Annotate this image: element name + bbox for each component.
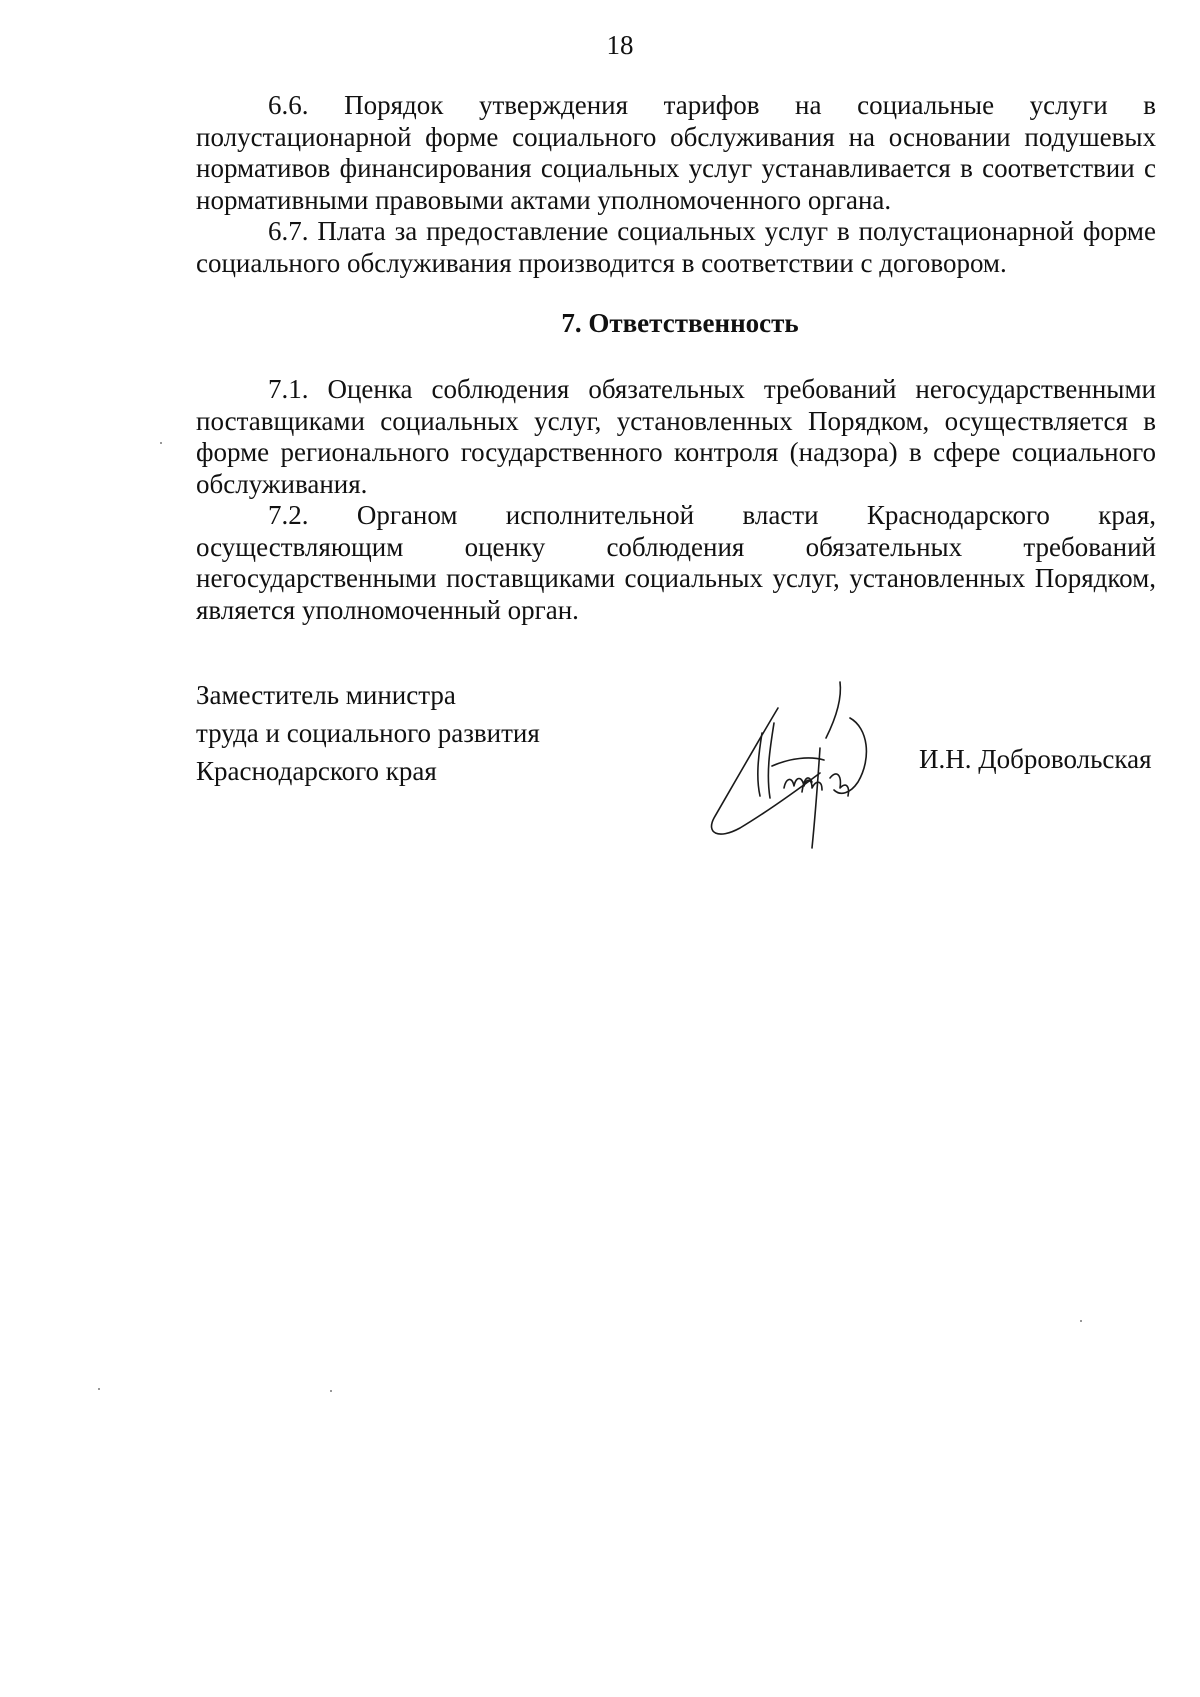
scan-artifact <box>160 442 162 444</box>
signer-name: И.Н. Добровольская <box>919 744 1152 774</box>
page-number: 18 <box>606 30 634 60</box>
position-line: Краснодарского края <box>196 756 437 786</box>
position-line: труда и социального развития <box>196 718 540 748</box>
paragraph-7-1: 7.1. Оценка соблюдения обязательных требований негосударственными поставщиками социальных услуг, установленных Порядком, осуществляется в форме регионального государственного контроля (надзора) в сфере социального обслуживания. <box>196 374 1156 499</box>
section-6-body <box>196 90 1156 279</box>
handwritten-signature-icon <box>700 678 900 868</box>
scan-artifact <box>1080 1320 1082 1322</box>
section-7-heading: 7. Ответственность <box>561 308 799 338</box>
scan-artifact <box>330 1390 332 1392</box>
section-7-body <box>196 374 1156 626</box>
paragraph-6-7: 6.7. Плата за предоставление социальных услуг в полустационарной форме социального обслуживания производится в соответствии с договором. <box>196 216 1156 278</box>
paragraph-7-2: 7.2. Органом исполнительной власти Краснодарского края, осуществляющим оценку соблюдения обязательных требований негосударственными поставщиками социальных услуг, установленных Порядком, является уполномоченный орган. <box>196 500 1156 625</box>
signatory-position <box>196 676 540 790</box>
paragraph-6-6: 6.6. Порядок утверждения тарифов на социальные услуги в полустационарной форме социального обслуживания на основании подушевых нормативов финансирования социальных услуг устанавливается в соответствии с нормативными правовыми актами уполномоченного органа. <box>196 90 1156 215</box>
scan-artifact <box>98 1388 100 1390</box>
position-line: Заместитель министра <box>196 680 456 710</box>
